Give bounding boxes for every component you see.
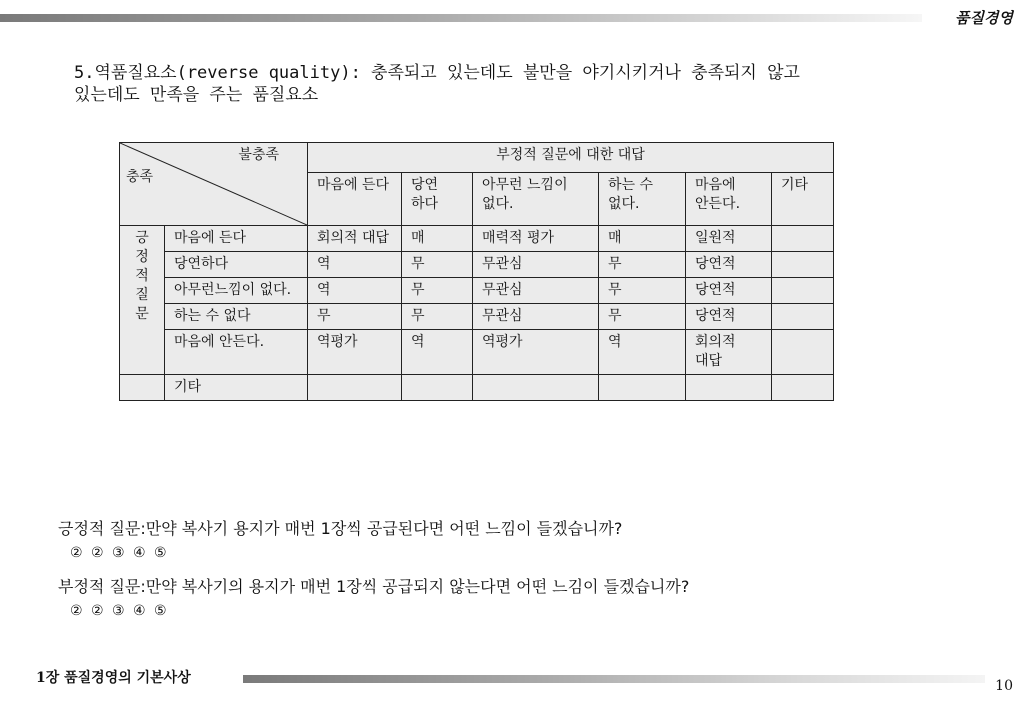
table-cell (402, 375, 473, 401)
table-cell: 역평가 (308, 330, 402, 375)
table-corner-cell (120, 143, 308, 226)
chapter-label: 1장 품질경영의 기본사상 (36, 670, 191, 686)
positive-question-label (120, 226, 165, 375)
table-cell: 역 (308, 252, 402, 278)
negative-header: 부정적 질문에 대한 대답 (308, 143, 834, 173)
table-row (120, 375, 834, 401)
table-cell (772, 252, 834, 278)
table-row (120, 330, 834, 375)
table-cell (686, 375, 772, 401)
answer-header: 하는 수 없다. (599, 173, 686, 226)
positive-question: 긍정적 질문:만약 복사기 용지가 매번 1장씩 공급된다면 어떤 느낌이 들겠습니까? (58, 519, 623, 538)
table-cell (772, 304, 834, 330)
table-row (120, 226, 834, 252)
table-cell (772, 226, 834, 252)
answer-header: 마음에 안든다. (686, 173, 772, 226)
table-header-row (120, 143, 834, 173)
row-label: 기타 (165, 375, 308, 401)
table-row (120, 304, 834, 330)
table-cell: 무관심 (473, 304, 599, 330)
table-cell (473, 375, 599, 401)
answer-header: 기타 (772, 173, 834, 226)
table-cell (772, 330, 834, 375)
table-cell (308, 375, 402, 401)
table-cell: 무 (402, 252, 473, 278)
table-cell: 매 (402, 226, 473, 252)
vlabel-blank-cell (120, 375, 165, 401)
header-gradient-bar (0, 14, 922, 22)
positive-question-text: 긍정적질문 (135, 230, 149, 322)
table-cell (772, 278, 834, 304)
definition-text: 5.역품질요소(reverse quality): 충족되고 있는데도 불만을 야기시키거나 충족되지 않고 있는데도 만족을 주는 품질요소 (74, 63, 800, 105)
table-cell: 역 (308, 278, 402, 304)
table-cell: 매력적 평가 (473, 226, 599, 252)
answer-header: 아무런 느낌이 없다. (473, 173, 599, 226)
table-cell: 회의적 대답 (308, 226, 402, 252)
positive-answer-scale: ② ② ③ ④ ⑤ (70, 545, 169, 561)
negative-question: 부정적 질문:만약 복사기의 용지가 매번 1장씩 공급되지 않는다면 어떤 느김이 들겠습니까? (58, 577, 690, 596)
table-cell: 무 (599, 252, 686, 278)
table-cell: 무관심 (473, 252, 599, 278)
footer-gradient-bar (243, 675, 985, 683)
table-cell: 무 (599, 304, 686, 330)
table-cell: 역 (599, 330, 686, 375)
table-cell: 매 (599, 226, 686, 252)
table-cell: 역 (402, 330, 473, 375)
table-row (120, 252, 834, 278)
page-number: 10 (995, 678, 1013, 694)
table-cell: 일원적 (686, 226, 772, 252)
table-cell (772, 375, 834, 401)
table-cell: 무 (599, 278, 686, 304)
answer-header: 당연 하다 (402, 173, 473, 226)
header-title: 품질경영 (955, 9, 1013, 27)
answer-header: 마음에 든다 (308, 173, 402, 226)
corner-unfulfilled-label: 불충족 (238, 147, 279, 163)
row-label: 아무런느낌이 없다. (165, 278, 308, 304)
table-cell: 무관심 (473, 278, 599, 304)
row-label: 하는 수 없다 (165, 304, 308, 330)
table-cell (599, 375, 686, 401)
row-label: 마음에 안든다. (165, 330, 308, 375)
table-cell: 무 (402, 278, 473, 304)
table-cell: 당연적 (686, 278, 772, 304)
table-row (120, 278, 834, 304)
table-cell: 무 (308, 304, 402, 330)
table-cell: 무 (402, 304, 473, 330)
table-cell: 회의적 대답 (686, 330, 772, 375)
table-cell: 역평가 (473, 330, 599, 375)
row-label: 마음에 든다 (165, 226, 308, 252)
row-label: 당연하다 (165, 252, 308, 278)
corner-fulfilled-label: 충족 (126, 169, 154, 185)
negative-answer-scale: ② ② ③ ④ ⑤ (70, 603, 169, 619)
table-cell: 당연적 (686, 252, 772, 278)
table-cell: 당연적 (686, 304, 772, 330)
quality-matrix-table (119, 142, 834, 401)
